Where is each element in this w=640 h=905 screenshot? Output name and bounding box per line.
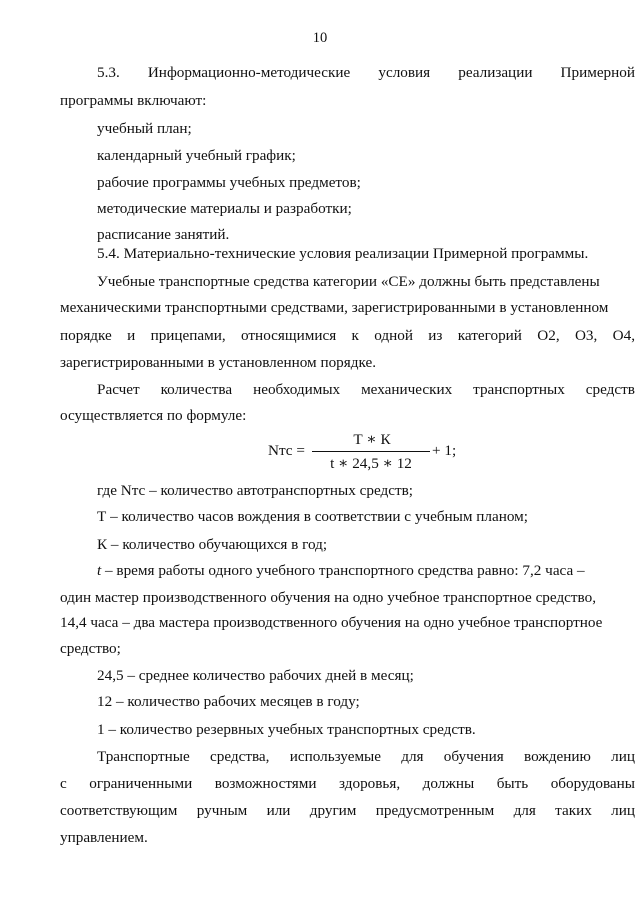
word: реализации <box>458 64 533 81</box>
word: Транспортные <box>97 748 190 765</box>
word: оборудованы <box>550 775 635 792</box>
variable-t: t <box>97 562 102 579</box>
word: необходимых <box>253 381 341 398</box>
word: одной <box>374 327 413 344</box>
word: лиц <box>611 802 635 819</box>
word: из <box>428 327 443 344</box>
word: используемые <box>289 748 381 765</box>
formula-tail: + 1; <box>432 442 457 459</box>
section-5-4-heading: 5.4. Материально-технические условия реализации Примерной программы. <box>97 245 589 262</box>
word: средств <box>585 381 635 398</box>
paragraph-line-justified <box>60 802 635 820</box>
word: О3, <box>574 327 598 344</box>
legend-line: 24,5 – среднее количество рабочих дней в месяц; <box>97 667 414 684</box>
word: О2, <box>537 327 560 344</box>
paragraph-line: механическими транспортными средствами, зарегистрированными в установленном <box>60 299 609 316</box>
word: количества <box>160 381 233 398</box>
formula-numerator: Т ∗ К <box>353 431 391 448</box>
word: лиц <box>611 748 635 765</box>
word: соответствующим <box>60 802 178 819</box>
word: должны <box>422 775 475 792</box>
legend-line: один мастер производственного обучения на одно учебное транспортное средство, <box>60 589 597 606</box>
word: средства, <box>209 748 270 765</box>
legend-line: 14,4 часа – два мастера производственного обучения на одно учебное транспортное <box>60 614 603 631</box>
word: прицепами, <box>150 327 226 344</box>
paragraph-line: осуществляется по формуле: <box>60 407 247 424</box>
section-5-3-continuation: программы включают: <box>60 92 207 109</box>
word: вождению <box>524 748 591 765</box>
word: ручным <box>196 802 248 819</box>
fraction-bar <box>312 451 430 452</box>
word: категорий <box>457 327 522 344</box>
word: с <box>60 775 67 792</box>
word: для <box>401 748 424 765</box>
paragraph-line-justified <box>97 381 635 399</box>
word: обучения <box>443 748 504 765</box>
word: быть <box>496 775 529 792</box>
list-item: учебный план; <box>97 120 192 137</box>
page-number: 10 <box>312 30 328 46</box>
legend-line: средство; <box>60 640 121 657</box>
formula <box>268 430 458 472</box>
word: Примерной <box>560 64 635 81</box>
word: транспортных <box>473 381 565 398</box>
word: Расчет <box>97 381 140 398</box>
legend-line <box>97 562 585 580</box>
paragraph-line: управлением. <box>60 829 148 846</box>
word: механических <box>361 381 453 398</box>
legend-line: 12 – количество рабочих месяцев в году; <box>97 693 360 710</box>
list-item: календарный учебный график; <box>97 147 296 164</box>
paragraph-line: зарегистрированными в установленном порядке. <box>60 354 377 371</box>
word: Информационно-методические <box>147 64 351 81</box>
word: ограниченными <box>89 775 193 792</box>
list-item: методические материалы и разработки; <box>97 200 352 217</box>
word: к <box>351 327 359 344</box>
list-item: рабочие программы учебных предметов; <box>97 174 361 191</box>
paragraph-line-justified <box>60 775 635 793</box>
legend-line: К – количество обучающихся в год; <box>97 536 328 553</box>
legend-line: 1 – количество резервных учебных транспортных средств. <box>97 721 476 738</box>
legend-line: Т – количество часов вождения в соответствии с учебным планом; <box>97 508 528 525</box>
formula-lhs: Nтс = <box>268 442 305 459</box>
word: возможностями <box>214 775 317 792</box>
word: предусмотренным <box>375 802 495 819</box>
legend-text: – время работы одного учебного транспортного средства равно: 7,2 часа – <box>101 562 585 579</box>
word: О4, <box>612 327 635 344</box>
word: и <box>127 327 136 344</box>
legend-line: где Nтс – количество автотранспортных средств; <box>97 482 413 499</box>
word: порядке <box>60 327 112 344</box>
word: 5.3. <box>97 64 120 81</box>
word: другим <box>309 802 357 819</box>
paragraph-line-justified <box>97 748 635 766</box>
word: или <box>266 802 291 819</box>
formula-denominator: t ∗ 24,5 ∗ 12 <box>330 455 412 472</box>
section-5-3-heading <box>97 64 635 82</box>
paragraph-line: Учебные транспортные средства категории «СЕ» должны быть представлены <box>97 273 600 290</box>
word: условия <box>378 64 431 81</box>
list-item: расписание занятий. <box>97 226 230 243</box>
word: для <box>513 802 536 819</box>
word: здоровья, <box>339 775 401 792</box>
word: относящимися <box>241 327 337 344</box>
word: таких <box>555 802 592 819</box>
paragraph-line-justified <box>60 327 635 345</box>
